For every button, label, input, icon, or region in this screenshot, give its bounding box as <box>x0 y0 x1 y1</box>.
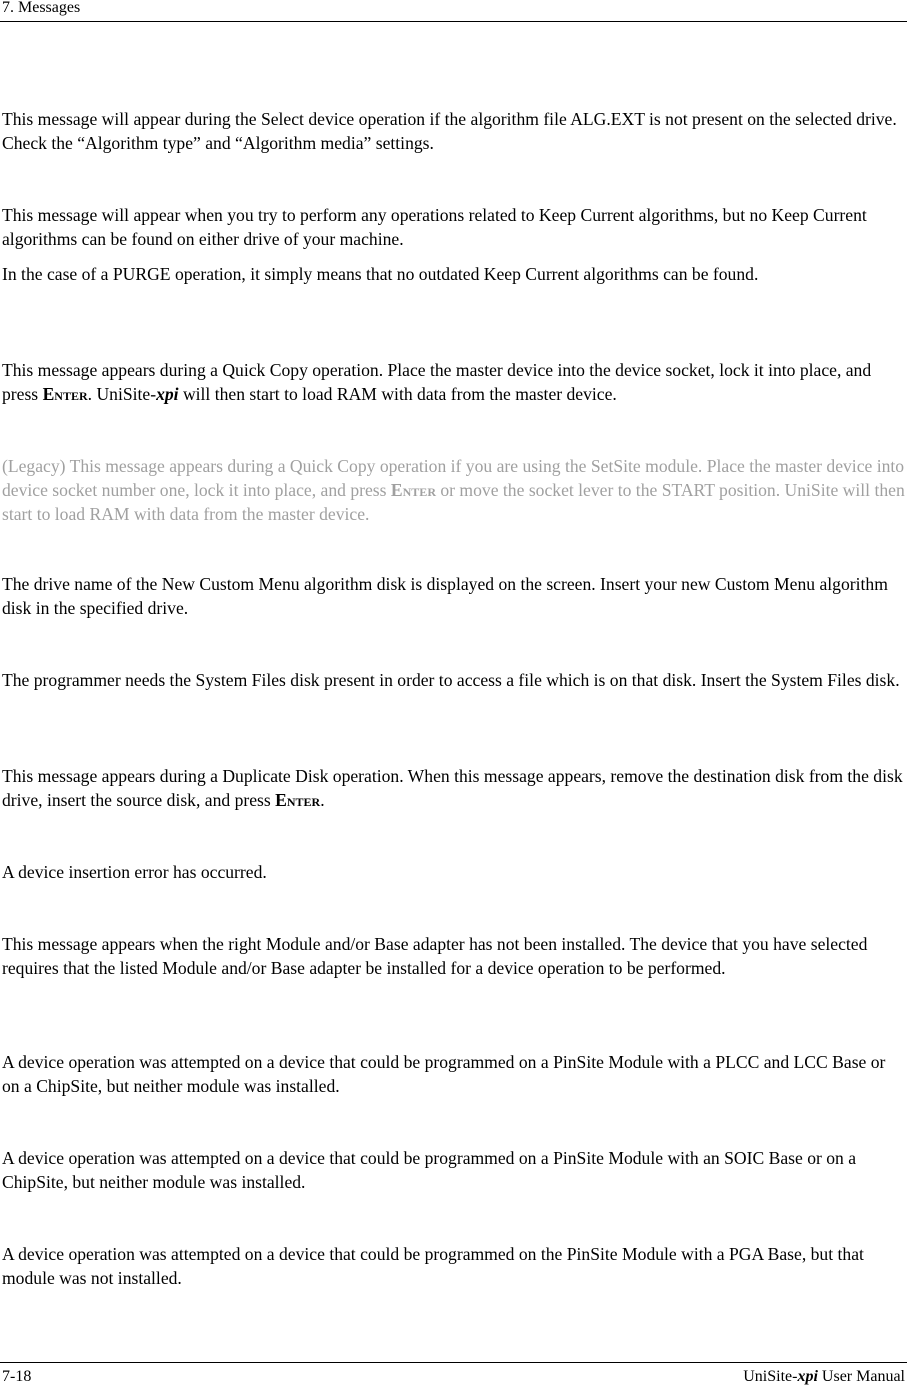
message-paragraph-custom-menu: The drive name of the New Custom Menu algorithm disk is displayed on the screen. Insert your new Custom Menu algorithm disk in the specified drive. <box>2 574 888 618</box>
message-paragraph-purge: In the case of a PURGE operation, it simply means that no outdated Keep Current algorithms can be found. <box>2 264 759 284</box>
message-paragraph-insertion-error: A device insertion error has occurred. <box>2 862 267 882</box>
section-title: 7. Messages <box>2 0 81 16</box>
message-paragraph-plcc-lcc: A device operation was attempted on a device that could be programmed on a PinSite Module with a PLCC and LCC Base or on a ChipSite, but neither module was installed. <box>2 1052 886 1096</box>
page-footer <box>0 1362 907 1388</box>
page-number: 7-18 <box>2 1368 32 1385</box>
message-paragraph-module-base: This message appears when the right Module and/or Base adapter has not been installed. The device that you have selected requires that the listed Module and/or Base adapter be installed for a device operation to be performed. <box>2 934 868 978</box>
message-paragraph-alg-not-present: This message will appear during the Select device operation if the algorithm file ALG.EXT is not present on the selected drive. Check the “Algorithm type” and “Algorithm media” settings. <box>2 109 897 153</box>
message-paragraph-no-keep-current: This message will appear when you try to perform any operations related to Keep Current algorithms, but no Keep Current algorithms can be found on either drive of your machine. <box>2 205 867 249</box>
message-paragraph-soic: A device operation was attempted on a device that could be programmed on a PinSite Module with an SOIC Base or on a ChipSite, but neither module was installed. <box>2 1148 857 1192</box>
enter-key: Enter <box>275 790 321 810</box>
message-paragraph-quick-copy: This message appears during a Quick Copy operation. Place the master device into the device socket, lock it into place, and press Enter. UniSite-xpi will then start to load RAM with data from the master device. <box>2 360 872 404</box>
message-paragraph-legacy-setsite: (Legacy) This message appears during a Quick Copy operation if you are using the SetSite module. Place the master device into device socket number one, lock it into place, and press Enter or move the socket lever to the START position. UniSite will then start to load RAM with data from the master device. <box>2 456 905 524</box>
message-paragraph-system-files: The programmer needs the System Files disk present in order to access a file which is on that disk. Insert the System Files disk. <box>2 670 900 690</box>
enter-key: Enter <box>42 384 88 404</box>
enter-key: Enter <box>390 480 436 500</box>
manual-title: UniSite-xpi User Manual <box>743 1368 905 1385</box>
page-header <box>0 0 907 22</box>
message-paragraph-pga: A device operation was attempted on a device that could be programmed on the PinSite Module with a PGA Base, but that module was not installed. <box>2 1244 864 1288</box>
message-paragraph-duplicate-disk: This message appears during a Duplicate Disk operation. When this message appears, remove the destination disk from the disk drive, insert the source disk, and press Enter. <box>2 766 903 810</box>
product-variant: xpi <box>156 384 179 404</box>
